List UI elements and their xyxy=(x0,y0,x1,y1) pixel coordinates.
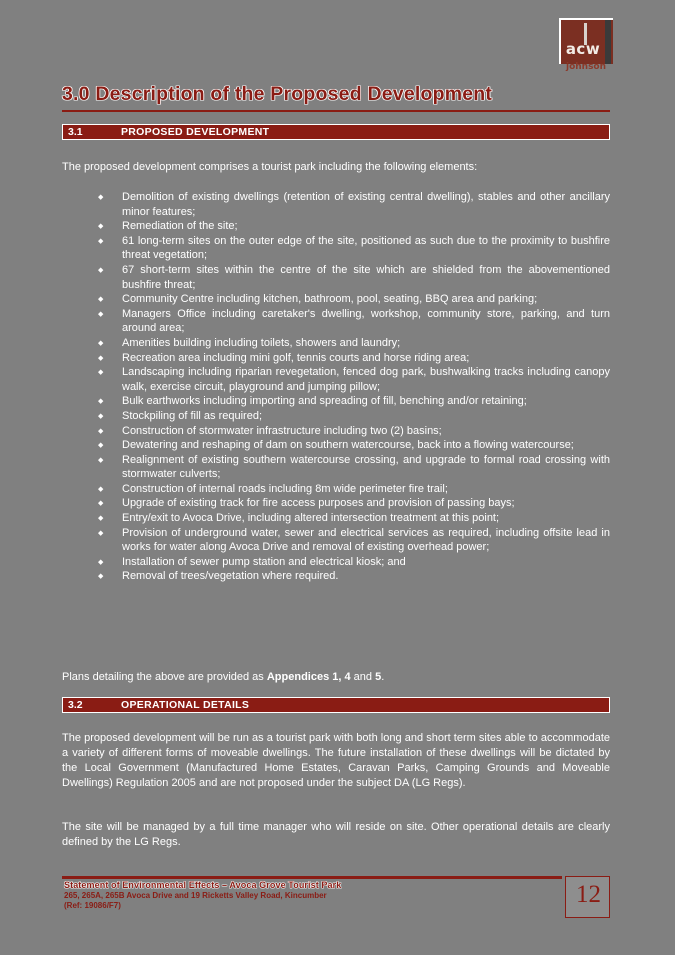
list-item: ◆ Dewatering and reshaping of dam on southern watercourse, back into a flowing watercourse; xyxy=(96,438,610,453)
section-label: PROPOSED DEVELOPMENT xyxy=(121,126,270,138)
list-item: ◆ Entry/exit to Avoca Drive, including altered intersection treatment at this point; xyxy=(96,511,610,526)
appendices-suffix: . xyxy=(381,671,385,683)
appendices-middle: and xyxy=(350,671,376,683)
list-item: ◆ Bulk earthworks including importing and spreading of fill, benching and/or retaining; xyxy=(96,394,610,409)
list-item: ◆ Recreation area including mini golf, tennis courts and horse riding area; xyxy=(96,351,610,366)
section-number: 3.1 xyxy=(68,126,83,138)
list-item: ◆ Installation of sewer pump station and electrical kiosk; and xyxy=(96,555,610,570)
logo-word-text: johnson xyxy=(565,62,607,72)
list-item: ◆ Stockpiling of fill as required; xyxy=(96,409,610,424)
page-number: 12 xyxy=(576,881,601,908)
logo-mark-text: acw xyxy=(565,40,601,58)
footer xyxy=(64,880,564,912)
section-3-1-intro: The proposed development comprises a tourist park including the following elements: xyxy=(62,161,478,173)
list-item: ◆ Removal of trees/vegetation where required. xyxy=(96,569,610,584)
appendices-bold-2: 5 xyxy=(375,671,382,683)
list-item: ◆ 61 long-term sites on the outer edge of the site, positioned as such due to the proximity to bushfire threat vegetation; xyxy=(96,234,610,263)
list-item: ◆ 67 short-term sites within the centre of the site which are shielded from the abovementioned bushfire threat; xyxy=(96,263,610,292)
list-item: ◆ Realignment of existing southern watercourse crossing, and upgrade to formal road crossing with stormwater culverts; xyxy=(96,453,610,482)
list-item: ◆ Provision of underground water, sewer and electrical services as required, including offsite lead in works for water along Avoca Drive and removal of existing overhead power; xyxy=(96,526,610,555)
footer-document-title: Statement of Environmental Effects – Avoca Grove Tourist Park xyxy=(64,880,342,890)
list-item: ◆ Remediation of the site; xyxy=(96,219,610,234)
section-header-3-2 xyxy=(62,697,610,713)
appendices-bold-1: Appendices 1, 4 xyxy=(266,671,351,683)
section-number: 3.2 xyxy=(68,699,83,711)
operational-details-paragraph-1: The proposed development will be run as a tourist park with both long and short term sites able to accommodate a variety of different forms of moveable dwellings. The future installation of these dwellings will be dictated by the Local Government (Manufactured Home Estates, Caravan Parks, Camping Grounds and Moveable Dwellings) Regulation 2005 and are not proposed under the subject DA (LG Regs). xyxy=(62,732,610,789)
list-item: ◆ Construction of stormwater infrastructure including two (2) basins; xyxy=(96,424,610,439)
appendices-reference xyxy=(62,670,610,685)
section-label: OPERATIONAL DETAILS xyxy=(121,699,250,711)
list-item: ◆ Landscaping including riparian revegetation, fenced dog park, bushwalking tracks including canopy walk, exercise circuit, playground and jumping pillow; xyxy=(96,365,610,394)
footer-address: 265, 265A, 265B Avoca Drive and 19 Ricketts Valley Road, Kincumber xyxy=(64,890,327,900)
section-header-3-1 xyxy=(62,124,610,140)
list-item: ◆ Construction of internal roads including 8m wide perimeter fire trail; xyxy=(96,482,610,497)
title-divider xyxy=(62,110,610,112)
page-number-box xyxy=(565,876,610,918)
operational-details-paragraph-2: The site will be managed by a full time manager who will reside on site. Other operational details are clearly defined by the LG Regs. xyxy=(62,821,610,848)
footer-reference: (Ref: 19086/F7) xyxy=(64,901,121,910)
appendices-prefix: Plans detailing the above are provided as xyxy=(62,671,267,683)
list-item: ◆ Demolition of existing dwellings (retention of existing central dwelling), stables and other ancillary minor features; xyxy=(96,190,610,219)
company-logo xyxy=(557,16,623,78)
list-item: ◆ Upgrade of existing track for fire access purposes and provision of passing bays; xyxy=(96,496,610,511)
page-title: 3.0 Description of the Proposed Development xyxy=(62,83,493,105)
list-item: ◆ Community Centre including kitchen, bathroom, pool, seating, BBQ area and parking; xyxy=(96,292,610,307)
list-item: ◆ Amenities building including toilets, showers and laundry; xyxy=(96,336,610,351)
footer-divider xyxy=(62,876,562,879)
list-item: ◆ Managers Office including caretaker's dwelling, workshop, community store, parking, and turn around area; xyxy=(96,307,610,336)
proposed-development-list xyxy=(96,190,610,584)
